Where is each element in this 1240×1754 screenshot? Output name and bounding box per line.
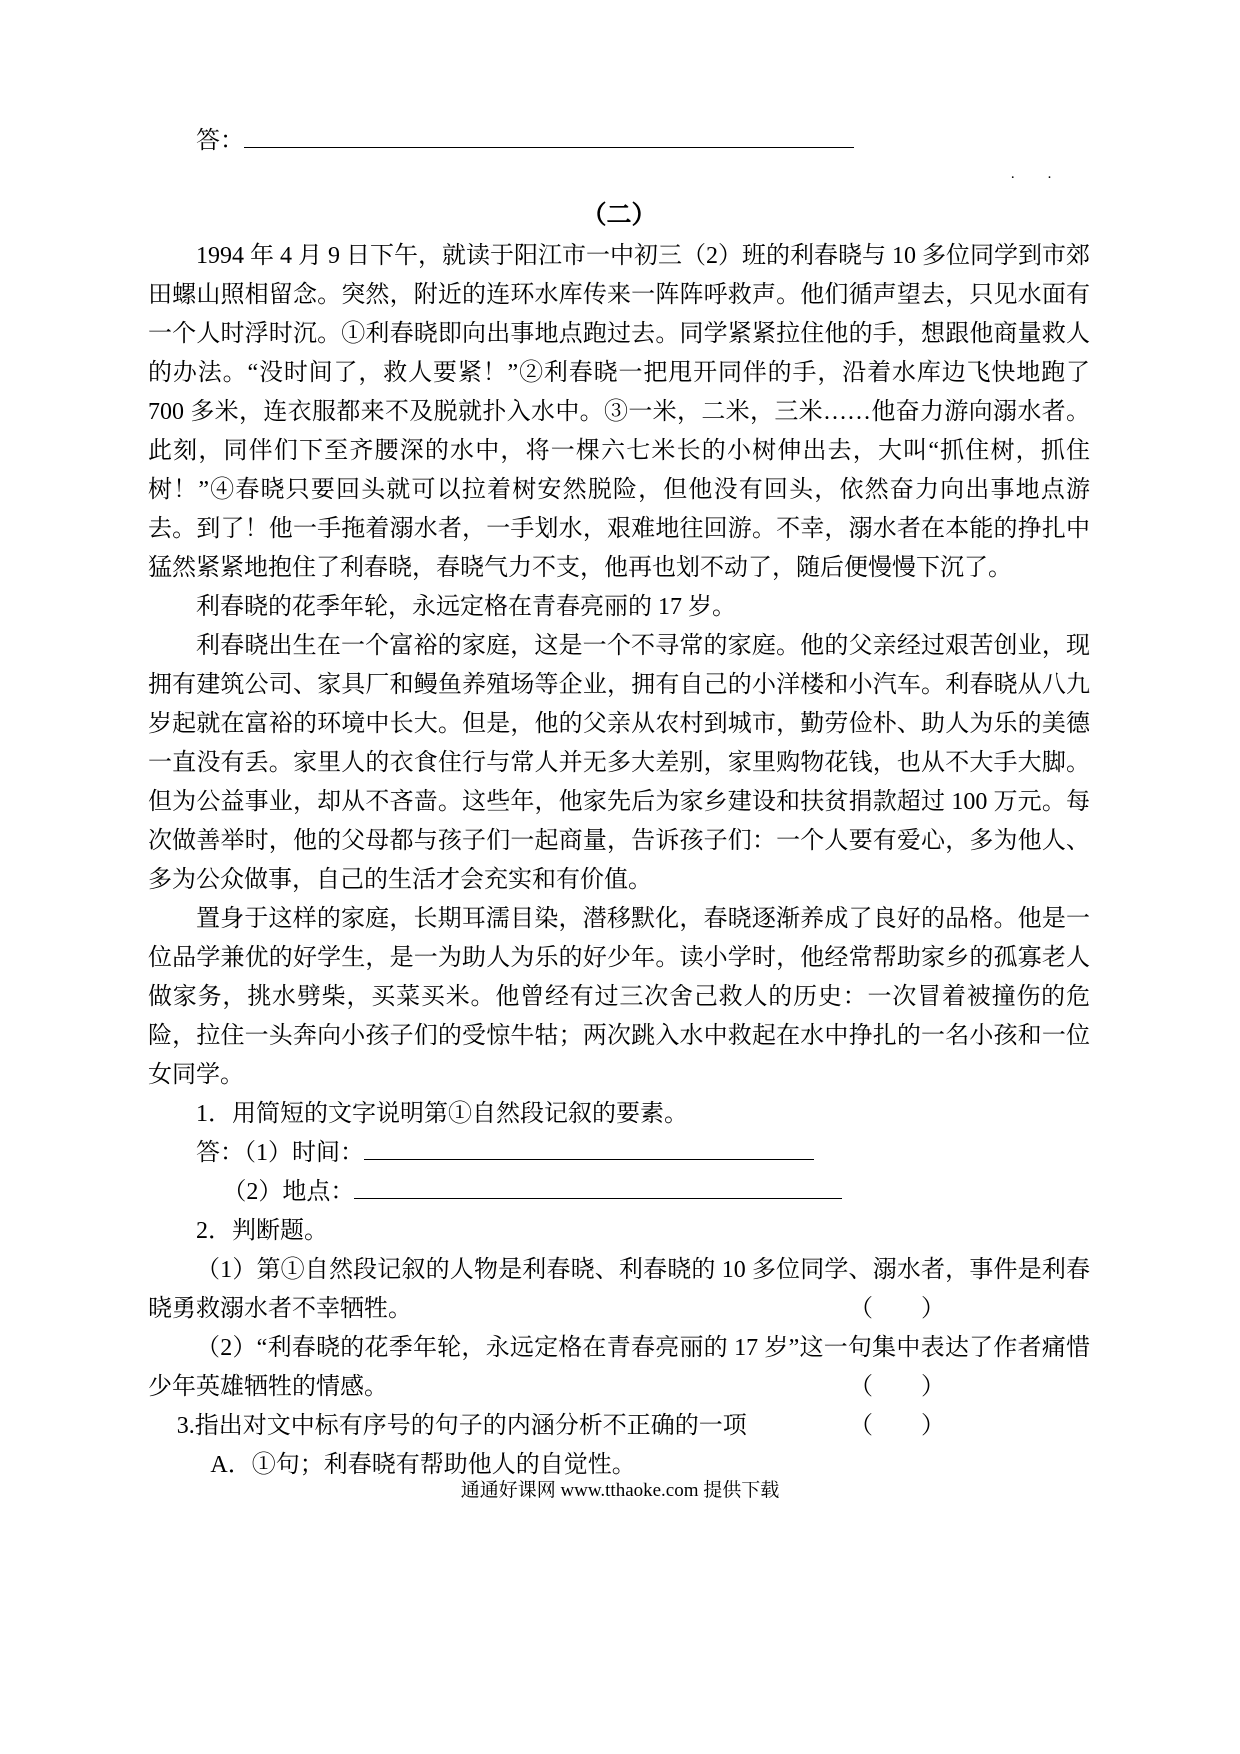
body-paragraph-2: 利春晓的花季年轮，永远定格在青春亮丽的 17 岁。 <box>196 594 736 620</box>
answer-label: 答： <box>196 128 244 154</box>
question-3-bracket: （ ） <box>849 1413 945 1439</box>
question-1-place-line <box>148 1173 1090 1212</box>
question-2-item-1-text: （1）第①自然段记叙的人物是利春晓、利春晓的 10 多位同学、溺水者，事件是利春晓勇救溺水者不幸牺牲。 <box>148 1257 1090 1322</box>
question-1-time-label: 答：（1）时间： <box>196 1140 364 1166</box>
question-3-text: 3.指出对文中标有序号的句子的内涵分析不正确的一项 <box>176 1413 747 1439</box>
decorative-dots: · · <box>1010 170 1066 186</box>
question-2-item-2-text: （2）“利春晓的花季年轮，永远定格在青春亮丽的 17 岁”这一句集中表达了作者痛惜少年英雄牺牲的情感。 <box>148 1335 1090 1400</box>
question-2-item-2-bracket: （ ） <box>849 1374 945 1400</box>
section-title: （二） <box>581 202 657 229</box>
question-3-option-a: A．①句；利春晓有帮助他人的自觉性。 <box>210 1452 636 1478</box>
question-1-place-blank <box>354 1174 842 1199</box>
body-paragraph-4: 置身于这样的家庭，长期耳濡目染，潜移默化，春晓逐渐养成了良好的品格。他是一位品学兼优的好学生，是一为助人为乐的好少年。读小学时，他经常帮助家乡的孤寡老人做家务，挑水劈柴，买菜买米。他曾经有过三次舍己救人的历史：一次冒着被撞伤的危险，拉住一头奔向小孩子们的受惊牛牯；两次跳入水中救起在水中挣扎的一名小孩和一位女同学。 <box>148 906 1090 1088</box>
question-2-item-1-bracket: （ ） <box>849 1296 945 1322</box>
question-3 <box>148 1407 1090 1446</box>
question-1-time-blank <box>364 1135 814 1160</box>
question-2: 2．判断题。 <box>196 1218 328 1244</box>
body-paragraph-3: 利春晓出生在一个富裕的家庭，这是一个不寻常的家庭。他的父亲经过艰苦创业，现拥有建筑公司、家具厂和鳗鱼养殖场等企业，拥有自己的小洋楼和小汽车。利春晓从八九岁起就在富裕的环境中长大。但是，他的父亲从农村到城市，勤劳俭朴、助人为乐的美德一直没有丢。家里人的衣食住行与常人并无多大差别，家里购物花钱，也从不大手大脚。但为公益事业，却从不吝啬。这些年，他家先后为家乡建设和扶贫捐款超过 100 万元。每次做善举时，他的父母都与孩子们一起商量，告诉孩子们：一个人要有爱心，多为他人、多为公众做事，自己的生活才会充实和有价值。 <box>148 633 1090 893</box>
question-1-time-line <box>148 1134 1090 1173</box>
page-footer: 通通好课网 www.tthaoke.com 提供下载 <box>460 1480 780 1501</box>
question-2-item-2 <box>148 1329 1090 1407</box>
question-1: 1．用简短的文字说明第①自然段记叙的要素。 <box>196 1101 688 1127</box>
body-paragraph-1: 1994 年 4 月 9 日下午，就读于阳江市一中初三（2）班的利春晓与 10 多位同学到市郊田螺山照相留念。突然，附近的连环水库传来一阵阵呼救声。他们循声望去，只见水面有一个人时浮时沉。①利春晓即向出事地点跑过去。同学紧紧拉住他的手，想跟他商量救人的办法。“没时间了，救人要紧！”②利春晓一把甩开同伴的手，沿着水库边飞快地跑了 700 多米，连衣服都来不及脱就扑入水中。③一米，二米，三米……他奋力游向溺水者。此刻，同伴们下至齐腰深的水中，将一棵六七米长的小树伸出去，大叫“抓住树，抓住树！”④春晓只要回头就可以拉着树安然脱险，但他没有回头，依然奋力向出事地点游去。到了！他一手拖着溺水者，一手划水，艰难地往回游。不幸，溺水者在本能的挣扎中猛然紧紧地抱住了利春晓，春晓气力不支，他再也划不动了，随后便慢慢下沉了。 <box>148 243 1090 581</box>
top-answer-line <box>148 122 1090 161</box>
question-1-place-label: （2）地点： <box>222 1179 355 1205</box>
answer-blank <box>244 123 854 148</box>
question-2-item-1 <box>148 1251 1090 1329</box>
